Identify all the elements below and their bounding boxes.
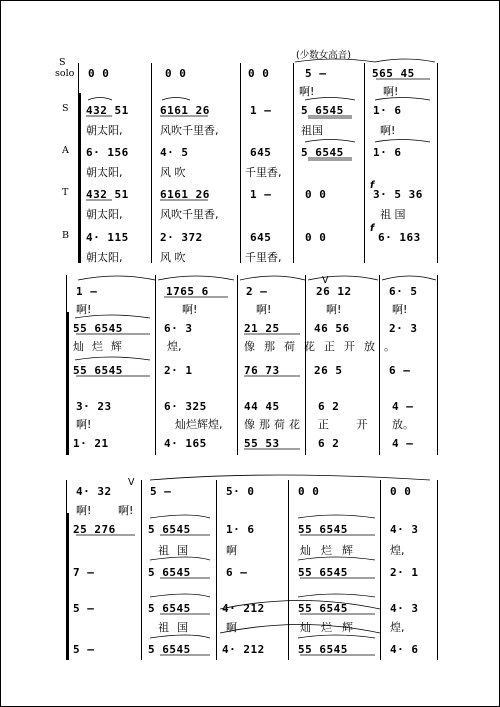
system2-solo-m3: 2 – [246, 285, 268, 298]
system2-s-lyric: 像那荷花正开放。 [244, 340, 404, 353]
breath-mark: V [322, 275, 329, 286]
system1-s-m5: 1· 6 [373, 104, 402, 117]
system2-solo-m4: 26 12 [316, 285, 352, 298]
voice-label-b: B [62, 230, 69, 241]
system2-solo-lyric: 啊! [392, 303, 408, 316]
system1-b-m5: 6· 163 [378, 231, 421, 244]
system3-b-m3: 4· 212 [222, 643, 265, 656]
system1-solo-m3: 0 0 [248, 67, 270, 80]
system1-s-m2: 6161 26 [160, 104, 210, 117]
slur [75, 357, 150, 360]
system1-solo-m1: 0 0 [88, 67, 110, 80]
system2-s-m1: 55 6545 [73, 322, 123, 335]
forte-mark: f [370, 180, 375, 191]
system3-solo-m5: 0 0 [390, 485, 412, 498]
system1-a-lyric: 风 吹 [160, 166, 186, 179]
system3-t-lyric: 祖国 [158, 621, 196, 634]
system2-solo-m1: 1 – [76, 285, 98, 298]
system1-s-lyric: 祖国 [301, 124, 323, 137]
slur [305, 98, 355, 101]
system3-t-m5: 4· 3 [390, 602, 419, 615]
tie [240, 276, 305, 280]
slur [375, 98, 430, 101]
system2-a-m5: 6 – [389, 364, 411, 377]
system1-t-m5: 3· 5 36 [373, 188, 423, 201]
system3-a-m1: 7 – [73, 566, 95, 579]
voice-label-t: T [62, 187, 69, 198]
system1-s-lyric: 风吹千里香, [160, 124, 219, 137]
system1-a-m3: 645 [250, 146, 272, 159]
system2-s-m4: 46 56 [314, 322, 350, 335]
system1-s-m3: 1 – [250, 104, 272, 117]
system3-solo-m2: 5 – [150, 485, 172, 498]
system1-t-lyric: 朝太阳, [86, 208, 123, 221]
slur [375, 140, 430, 143]
system1-t-m3: 1 – [250, 188, 272, 201]
slur [150, 557, 210, 560]
system3-s-m2: 5 6545 [148, 523, 191, 536]
system1-b-lyric: 朝太阳, [86, 251, 123, 264]
slur [75, 315, 150, 318]
system2-t-lyric: 正 开 [318, 418, 380, 431]
system2-b-m5: 4 – [392, 437, 414, 450]
system3-a-m3: 6 – [226, 566, 248, 579]
slur [150, 635, 210, 638]
system2-t-lyric: 啊! [76, 418, 92, 431]
crescendo-line [220, 625, 380, 634]
voice-label-a: A [62, 145, 69, 156]
system1-t-lyric: 祖 国 [380, 208, 406, 221]
system3-b-m2: 5 6545 [148, 643, 191, 656]
system1-t-m2: 6161 26 [160, 188, 210, 201]
system3-s-m3: 1· 6 [226, 523, 255, 536]
system3-solo-m4: 0 0 [298, 485, 320, 498]
solo-direction: (少数女高音) [296, 50, 351, 61]
system2-t-m3: 44 45 [244, 400, 280, 413]
system1-s-m1: 432 51 [86, 104, 129, 117]
system1-solo-lyric: 啊! [383, 85, 399, 98]
system1-solo-m4: 5 – [305, 67, 327, 80]
system2-s-lyric: 煌, [167, 340, 182, 353]
voice-label-s-solo: S [59, 57, 66, 68]
slur [150, 515, 210, 518]
system2-t-m5: 4 – [392, 400, 414, 413]
system3-s-lyric: 啊 [226, 544, 237, 557]
slur [308, 276, 378, 280]
slur [298, 594, 375, 597]
system3-solo-m1: 4· 32 [76, 485, 112, 498]
slur [298, 515, 375, 518]
crescendo-line [220, 601, 380, 610]
system2-t-lyric: 像那荷花 [244, 418, 304, 431]
slur [150, 594, 210, 597]
system3-s-m5: 4· 3 [390, 523, 419, 536]
system2-t-lyric: 灿烂辉煌, [175, 418, 223, 431]
system2-b-m4: 6 2 [318, 437, 340, 450]
system2-t-m4: 6 2 [318, 400, 340, 413]
system1-s-lyric: 朝太阳, [86, 124, 123, 137]
system1-b-m3: 645 [250, 231, 272, 244]
system3-a-m5: 2· 1 [390, 566, 419, 579]
system1-solo-m2: 0 0 [165, 67, 187, 80]
system1-solo-m5: 565 45 [372, 67, 415, 80]
slur [305, 140, 355, 143]
forte-mark: f [370, 223, 375, 234]
system2-solo-lyric: 啊! [256, 303, 272, 316]
system1-t-m1: 432 51 [86, 188, 129, 201]
system2-b-m3: 55 53 [244, 437, 280, 450]
system2-t-lyric: 放。 [392, 418, 414, 431]
slur [382, 276, 436, 280]
system3-s-lyric: 祖国 [158, 544, 196, 557]
system1-a-lyric: 朝太阳, [86, 166, 123, 179]
system3-t-lyric: 灿烂辉 [300, 621, 363, 634]
system3-a-m4: 55 6545 [298, 566, 348, 579]
system3-t-m3: 4· 212 [222, 602, 265, 615]
system2-t-m1: 3· 23 [76, 400, 112, 413]
system2-s-lyric: 灿烂辉 [73, 340, 130, 353]
system1-a-lyric: 千里香, [245, 166, 282, 179]
system1-b-m1: 4· 115 [86, 231, 129, 244]
system3-s-lyric: 煌, [390, 544, 405, 557]
system2-b-m2: 4· 165 [164, 437, 207, 450]
system3-t-lyric: 煌, [390, 621, 405, 634]
system1-a-m5: 1· 6 [373, 146, 402, 159]
system3-solo-m3: 5· 0 [226, 485, 255, 498]
slur [158, 276, 234, 280]
system3-t-m1: 5 – [73, 602, 95, 615]
system2-solo-m5: 6· 5 [389, 285, 418, 298]
system1-t-m4: 0 0 [305, 188, 327, 201]
system3-t-lyric: 啊 [226, 621, 237, 634]
system2-a-m2: 2· 1 [164, 364, 193, 377]
system1-a-m1: 6· 156 [86, 146, 129, 159]
system1-b-m2: 2· 372 [160, 231, 203, 244]
system3-b-m5: 4· 6 [390, 643, 419, 656]
system1-s-lyric: 啊! [380, 124, 396, 137]
system1-b-lyric: 风 吹 [160, 251, 186, 264]
system2-solo-lyric: 啊! [76, 303, 92, 316]
system2-solo-m2: 1765 6 [166, 285, 209, 298]
system1-t-lyric: 风吹千里香, [160, 208, 219, 221]
system2-t-m2: 6· 325 [164, 400, 207, 413]
system1-s-m4: 5 6545 [301, 104, 344, 117]
system1-a-m4: 5 6545 [301, 146, 344, 159]
system3-solo-lyric: 啊! [118, 504, 134, 517]
system3-a-m2: 5 6545 [148, 566, 191, 579]
system3-t-m4: 55 6545 [298, 602, 348, 615]
system3-s-m4: 55 6545 [298, 523, 348, 536]
system2-s-m2: 6· 3 [164, 322, 193, 335]
breath-mark: V [128, 477, 135, 488]
system3-b-m4: 55 6545 [298, 643, 348, 656]
system2-a-m4: 26 5 [314, 364, 343, 377]
system1-b-lyric: 千里香, [245, 251, 282, 264]
system2-solo-lyric: 啊! [326, 303, 342, 316]
slur [298, 635, 375, 638]
slur [375, 59, 435, 62]
system2-solo-lyric: 啊! [182, 303, 198, 316]
system3-t-m2: 5 6545 [148, 602, 191, 615]
slur [162, 98, 190, 101]
system2-s-m3: 21 25 [244, 322, 280, 335]
system1-a-m2: 4· 5 [160, 146, 189, 159]
system3-solo-lyric: 啊! [76, 504, 92, 517]
tie [150, 475, 430, 480]
voice-label-s: S [62, 103, 69, 114]
tie [78, 276, 155, 280]
slur [295, 59, 375, 62]
system2-s-m5: 2· 3 [389, 322, 418, 335]
slur [88, 98, 112, 101]
system3-b-m1: 5 – [73, 643, 95, 656]
system2-a-m3: 76 73 [244, 364, 280, 377]
system2-a-m1: 55 6545 [73, 364, 123, 377]
system1-b-m4: 0 0 [305, 231, 327, 244]
system3-s-lyric: 灿烂辉 [300, 544, 363, 557]
slur [298, 557, 375, 560]
voice-label-solo: solo [55, 68, 75, 79]
system3-s-m1: 25 276 [73, 523, 116, 536]
system1-solo-lyric: 啊! [299, 85, 315, 98]
system2-b-m1: 1· 21 [73, 437, 109, 450]
